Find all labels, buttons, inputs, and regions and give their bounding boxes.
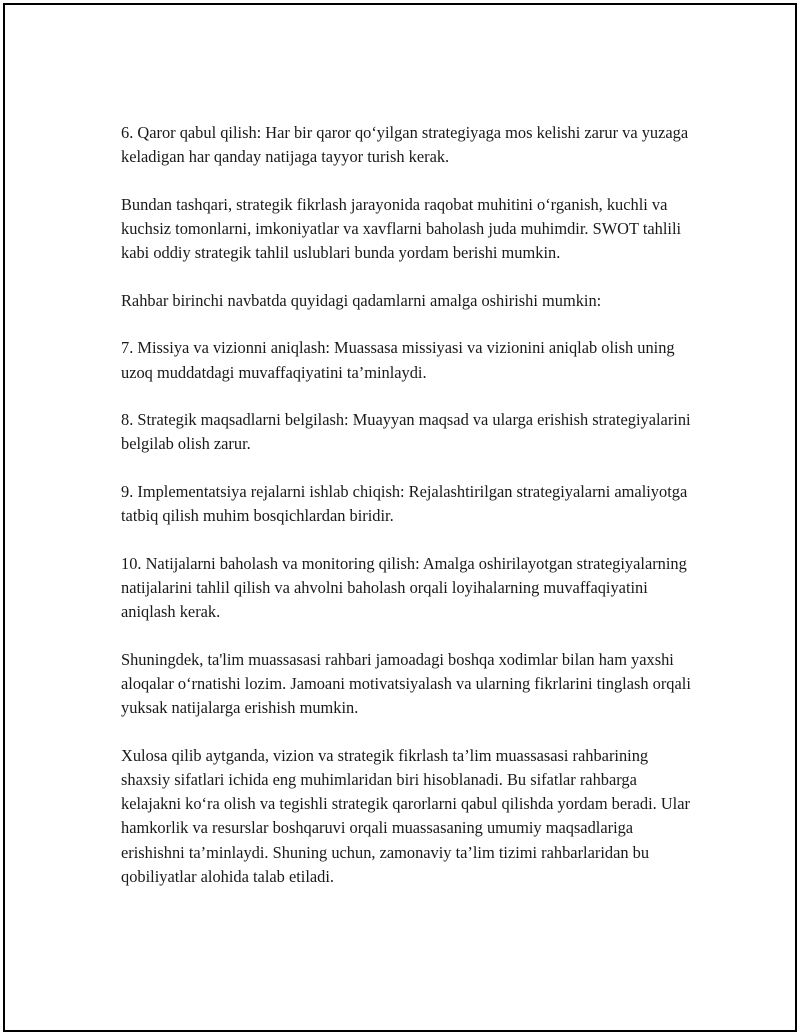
paragraph-evaluation-monitoring: 10. Natijalarni baholash va monitoring qilish: Amalga oshirilayotgan strategiyalarning natijalarini tahlil qilish va ahvolni baholash orqali loyihalarning muvaffaqiyatini aniqlash kerak. <box>121 553 687 622</box>
paragraph-team-relations: Shuningdek, ta'lim muassasasi rahbari jamoadagi boshqa xodimlar bilan ham yaxshi aloqalar o‘rnatishi lozim. Jamoani motivatsiyalash va ularning fikrlarini tinglash orqali yuksak natijalarga erishish mumkin. <box>121 649 691 718</box>
paragraph-mission-vision: 7. Missiya va vizionni aniqlash: Muassasa missiyasi va vizionini aniqlab olish uning uzoq muddatdagi muvaffaqiyatini ta’minlaydi. <box>121 338 675 382</box>
paragraph-conclusion: Xulosa qilib aytganda, vizion va strategik fikrlash ta’lim muassasasi rahbarining shaxsiy sifatlari ichida eng muhimlaridan biri hisoblanadi. Bu sifatlar rahbarga kelajakni ko‘ra olish va tegishli strategik qarorlarni qabul qilishda yordam beradi. Ular hamkorlik va resurslar boshqaruvi orqali muassasaning umumiy maqsadlariga erishishni ta’minlaydi. Shuning uchun, zamonaviy ta’lim tizimi rahbarlaridan bu qobiliyatlar alohida talab etiladi. <box>121 745 690 886</box>
paragraph-swot-analysis: Bundan tashqari, strategik fikrlash jarayonida raqobat muhitini o‘rganish, kuchli va kuchsiz tomonlarni, imkoniyatlar va xavflarni baholash juda muhimdir. SWOT tahlili kabi oddiy strategik tahlil uslublari bunda yordam berishi mumkin. <box>121 194 682 263</box>
paragraph-steps-intro: Rahbar birinchi navbatda quyidagi qadamlarni amalga oshirishi mumkin: <box>121 290 602 310</box>
paragraph-decision-making: 6. Qaror qabul qilish: Har bir qaror qo‘yilgan strategiyaga mos kelishi zarur va yuzaga keladigan har qanday natijaga tayyor turish kerak. <box>121 123 689 167</box>
page-frame <box>3 3 797 1032</box>
paragraph-implementation-plans: 9. Implementatsiya rejalarni ishlab chiqish: Rejalashtirilgan strategiyalarni amaliyotga tatbiq qilish muhim bosqichlardan biridir. <box>121 481 688 526</box>
paragraph-strategic-goals: 8. Strategik maqsadlarni belgilash: Muayyan maqsad va ularga erishish strategiyalarini belgilab olish zarur. <box>121 410 691 454</box>
page-content <box>121 121 691 912</box>
